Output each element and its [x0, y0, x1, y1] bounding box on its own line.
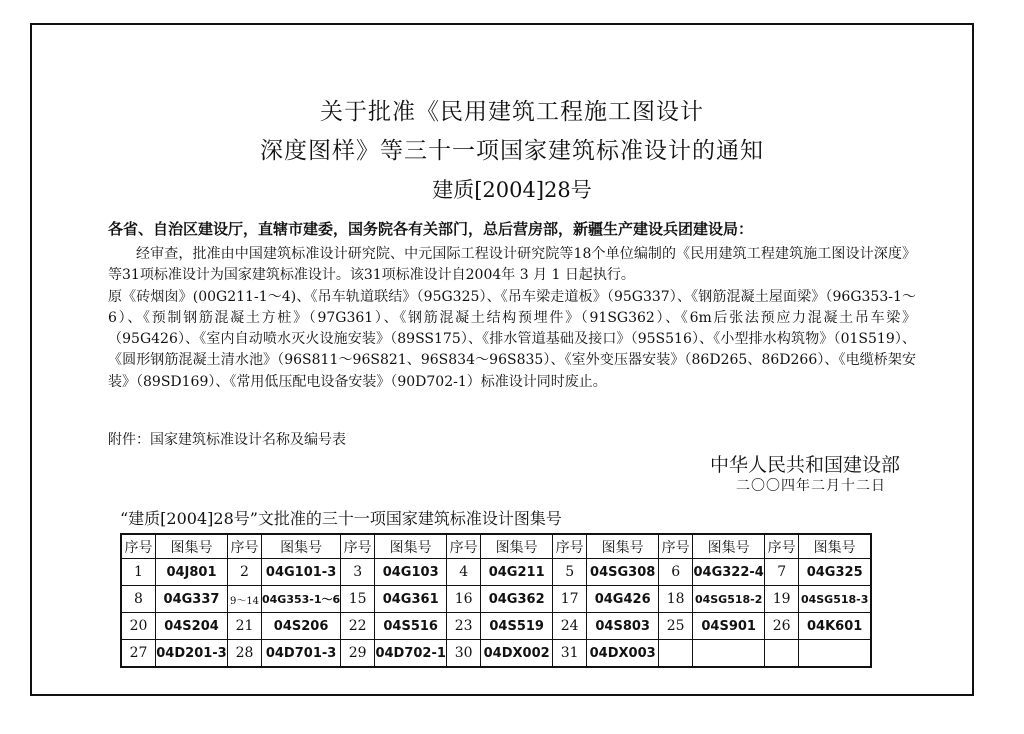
serial-number-cell: 20: [121, 613, 156, 640]
body-paragraph-abolished: 原《砖烟囱》(00G211-1～4)、《吊车轨道联结》（95G325）、《吊车梁走道板》（95G337）、《钢筋混凝土屋面梁》（96G353-1～6）、《预制钢筋混凝土方桩》（97G361）、《钢筋混凝土结构预埋件》（91SG362）、《6m后张法预应力混凝土吊车梁》（95G426）、《室内自动喷水灭火设施安装》（89SS175）、《排水管道基础及接口》（95S516）、《小型排水构筑物》（01S519）、《圆形钢筋混凝土清水池》（96S811～96S821、96S834～96S835）、《室外变压器安装》（86D265、86D266）、《电缆桥架安装》（89SD169）、《常用低压配电设备安装》（90D702-1）标准设计同时废止。: [108, 288, 916, 390]
serial-number-cell: 29: [341, 640, 375, 668]
serial-number-cell: 24: [553, 613, 587, 640]
header-serial-number: 序号: [553, 534, 587, 559]
table-header-row: [121, 534, 871, 559]
serial-number-cell: 8: [121, 586, 156, 613]
header-serial-number: 序号: [447, 534, 481, 559]
notice-title-line1: 关于批准《民用建筑工程施工图设计: [320, 99, 704, 125]
header-serial-number: 序号: [341, 534, 375, 559]
serial-number-cell: 19: [765, 586, 799, 613]
atlas-code-cell: 04SG518-3: [799, 586, 872, 613]
atlas-code-cell: 04S901: [693, 613, 765, 640]
atlas-code-cell: 04G103: [375, 559, 447, 586]
header-serial-number: 序号: [121, 534, 156, 559]
atlas-code-cell: 04D201-3: [156, 640, 228, 668]
issuer-signature: 中华人民共和国建设部: [709, 454, 900, 476]
serial-number-cell: 5: [553, 559, 587, 586]
attachment-note: 附件：国家建筑标准设计名称及编号表: [108, 432, 346, 448]
serial-number-cell: 30: [447, 640, 481, 668]
serial-number-cell: 17: [553, 586, 587, 613]
atlas-code-cell: 04SG518-2: [693, 586, 765, 613]
serial-number-cell: 4: [447, 559, 481, 586]
header-atlas-code: 图集号: [375, 534, 447, 559]
header-serial-number: 序号: [765, 534, 799, 559]
serial-number-cell: 23: [447, 613, 481, 640]
atlas-code-cell: 04D701-3: [262, 640, 341, 668]
header-serial-number: 序号: [659, 534, 693, 559]
serial-number-cell: [765, 640, 799, 668]
serial-number-cell: 22: [341, 613, 375, 640]
table-row: [121, 559, 871, 586]
atlas-code-cell: 04S516: [375, 613, 447, 640]
header-serial-number: 序号: [228, 534, 262, 559]
serial-number-cell: 7: [765, 559, 799, 586]
atlas-code-cell: 04G322-4: [693, 559, 765, 586]
atlas-code-cell: [693, 640, 765, 668]
atlas-code-cell: 04G101-3: [262, 559, 341, 586]
serial-number-cell: 18: [659, 586, 693, 613]
header-atlas-code: 图集号: [156, 534, 228, 559]
header-atlas-code: 图集号: [799, 534, 872, 559]
serial-number-cell: 27: [121, 640, 156, 668]
atlas-code-cell: 04G325: [799, 559, 872, 586]
table-title: “建质[2004]28号”文批准的三十一项国家建筑标准设计图集号: [120, 509, 562, 528]
serial-number-cell: 15: [341, 586, 375, 613]
serial-number-cell: [659, 640, 693, 668]
atlas-code-cell: 04SG308: [587, 559, 659, 586]
serial-number-cell: 25: [659, 613, 693, 640]
atlas-code-cell: 04J801: [156, 559, 228, 586]
atlas-code-cell: 04S206: [262, 613, 341, 640]
atlas-code-cell: 04DX003: [587, 640, 659, 668]
atlas-code-cell: 04G361: [375, 586, 447, 613]
atlas-code-cell: 04G337: [156, 586, 228, 613]
atlas-code-cell: 04G426: [587, 586, 659, 613]
serial-number-cell: 28: [228, 640, 262, 668]
serial-number-cell: 21: [228, 613, 262, 640]
serial-number-cell: 6: [659, 559, 693, 586]
atlas-code-cell: 04G353-1～6: [262, 586, 341, 613]
serial-number-cell: 31: [553, 640, 587, 668]
atlas-code-cell: 04DX002: [481, 640, 553, 668]
atlas-code-cell: 04G211: [481, 559, 553, 586]
atlas-code-cell: 04S803: [587, 613, 659, 640]
atlas-code-cell: 04S519: [481, 613, 553, 640]
atlas-code-cell: 04K601: [799, 613, 872, 640]
serial-number-cell: 26: [765, 613, 799, 640]
table-row: [121, 586, 871, 613]
issue-date: 二〇〇四年二月十二日: [736, 478, 886, 494]
header-atlas-code: 图集号: [481, 534, 553, 559]
header-atlas-code: 图集号: [587, 534, 659, 559]
header-atlas-code: 图集号: [693, 534, 765, 559]
document-number: 建质[2004]28号: [432, 178, 592, 202]
atlas-code-cell: 04D702-1: [375, 640, 447, 668]
atlas-code-cell: 04G362: [481, 586, 553, 613]
serial-number-cell: 1: [121, 559, 156, 586]
standard-codes-table: [120, 533, 872, 668]
atlas-code-cell: 04S204: [156, 613, 228, 640]
notice-body: [108, 244, 916, 393]
serial-number-cell: 2: [228, 559, 262, 586]
serial-number-cell: 16: [447, 586, 481, 613]
header-atlas-code: 图集号: [262, 534, 341, 559]
serial-number-cell: 3: [341, 559, 375, 586]
table-row: [121, 613, 871, 640]
serial-number-cell: 9～14: [228, 586, 262, 613]
table-row: [121, 640, 871, 668]
body-paragraph-approval: 经审查，批准由中国建筑标准设计研究院、中元国际工程设计研究院等18个单位编制的《民用建筑工程建筑施工图设计深度》等31项标准设计为国家建筑标准设计。该31项标准设计自2004年 3 月 1 日起执行。: [108, 246, 916, 284]
atlas-code-cell: [799, 640, 872, 668]
addressee: 各省、自治区建设厅，直辖市建委，国务院各有关部门，总后营房部，新疆生产建设兵团建设局：: [108, 220, 754, 238]
notice-title-line2: 深度图样》等三十一项国家建筑标准设计的通知: [260, 138, 764, 164]
